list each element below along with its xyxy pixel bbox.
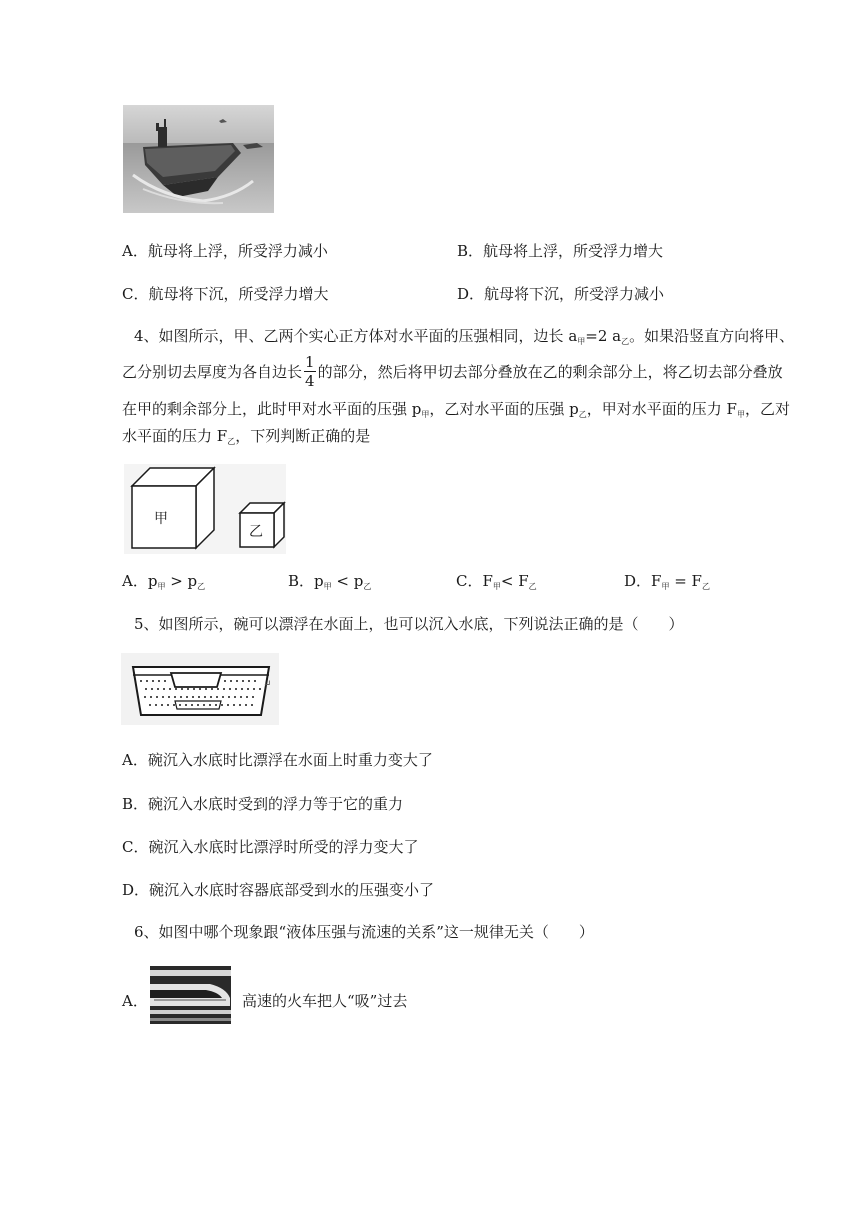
water-dot: [161, 704, 163, 706]
water-dot: [210, 696, 212, 698]
water-dot: [152, 680, 154, 682]
q4-d-mid: = F: [669, 572, 702, 590]
q5-option-d[interactable]: D．碗沉入水底时容器底部受到水的压强变小了: [122, 881, 435, 899]
q4-option-c[interactable]: [456, 570, 537, 592]
high-speed-train-photo: [150, 966, 231, 1024]
q4-stem-line-3: [122, 398, 790, 420]
water-dot: [211, 688, 213, 690]
water-dot: [155, 704, 157, 706]
water-dot: [163, 688, 165, 690]
water-dot: [236, 680, 238, 682]
water-dot: [150, 696, 152, 698]
water-dot: [175, 688, 177, 690]
q4-line3-text-c: ，甲对水平面的压力 F: [586, 400, 737, 418]
water-dot: [240, 696, 242, 698]
water-dot: [186, 696, 188, 698]
q4-c-sub-1: 甲: [492, 582, 501, 591]
cube-small-label: 乙: [249, 524, 263, 540]
q4-b-sub-1: 甲: [323, 582, 332, 591]
water-dot: [254, 680, 256, 682]
water-dot: [259, 688, 261, 690]
water-dot: [222, 696, 224, 698]
water-dot: [174, 696, 176, 698]
aircraft-carrier-illustration: [123, 105, 274, 213]
q3-option-d[interactable]: D．航母将下沉，所受浮力减小: [457, 285, 665, 303]
water-dot: [199, 688, 201, 690]
q4-b-mid: < p: [331, 572, 364, 590]
q4-d-sub-1: 甲: [661, 582, 670, 591]
water-dot: [185, 704, 187, 706]
water-dot: [187, 688, 189, 690]
q5-option-c[interactable]: C．碗沉入水底时比漂浮时所受的浮力变大了: [122, 838, 419, 856]
q4-a-sub-1: 甲: [157, 582, 166, 591]
water-dot: [169, 688, 171, 690]
q4-line1-sub-2: 乙: [621, 337, 630, 346]
q4-line3-text-a: 在甲的剩余部分上，此时甲对水平面的压强 p: [122, 400, 422, 418]
q4-c-pre: C．F: [456, 572, 493, 590]
q4-line2-text-a: 乙分别切去厚度为各自边长: [122, 362, 303, 381]
water-dot: [230, 680, 232, 682]
water-dot: [252, 696, 254, 698]
water-dot: [251, 704, 253, 706]
q4-stem-line-2: [122, 351, 783, 391]
q3-option-c[interactable]: C．航母将下沉，所受浮力增大: [122, 285, 329, 303]
q4-d-sub-2: 乙: [701, 582, 710, 591]
q4-line4-sub: 乙: [227, 437, 236, 446]
water-dot: [162, 696, 164, 698]
q4-b-pre: B．p: [288, 572, 324, 590]
water-dot: [191, 704, 193, 706]
q4-stem-line-1: [134, 325, 794, 347]
q4-line3-sub-3: 甲: [736, 410, 745, 419]
q6-stem: 6、如图中哪个现象跟“液体压强与流速的关系”这一规律无关（ ）: [134, 923, 594, 941]
q5-option-b[interactable]: B．碗沉入水底时受到的浮力等于它的重力: [122, 795, 404, 813]
water-dot: [209, 704, 211, 706]
q4-line1-text-c: 。如果沿竖直方向将甲、: [629, 327, 795, 345]
q4-c-sub-2: 乙: [528, 582, 537, 591]
water-dot: [245, 704, 247, 706]
water-dot: [241, 688, 243, 690]
q4-fraction-numerator: 1: [305, 352, 315, 371]
water-dot: [145, 688, 147, 690]
water-dot: [247, 688, 249, 690]
water-dot: [223, 688, 225, 690]
q4-d-pre: D．F: [624, 572, 662, 590]
q6-option-a-label[interactable]: A．: [122, 992, 148, 1010]
water-dot: [235, 688, 237, 690]
water-dot: [151, 688, 153, 690]
aircraft-carrier-photo: [123, 105, 274, 213]
water-dot: [233, 704, 235, 706]
water-dot: [239, 704, 241, 706]
water-dot: [205, 688, 207, 690]
water-dot: [181, 688, 183, 690]
water-dot: [164, 680, 166, 682]
water-dot: [229, 688, 231, 690]
q4-fraction: [304, 353, 316, 390]
water-dot: [221, 704, 223, 706]
q3-option-a[interactable]: A．航母将上浮，所受浮力减小: [122, 242, 328, 260]
water-dot: [180, 696, 182, 698]
water-dot: [168, 696, 170, 698]
q4-option-d[interactable]: [624, 570, 710, 592]
water-dot: [204, 696, 206, 698]
q5-option-a[interactable]: A．碗沉入水底时比漂浮在水面上时重力变大了: [122, 751, 433, 769]
water-dot: [227, 704, 229, 706]
water-dot: [146, 680, 148, 682]
water-dot: [144, 696, 146, 698]
q4-a-pre: A．p: [122, 572, 158, 590]
q5-stem: 5、如图所示，碗可以漂浮在水面上，也可以沉入水底，下列说法正确的是（ ）: [134, 615, 684, 633]
q4-stem-line-4: [122, 425, 370, 447]
water-dot: [156, 696, 158, 698]
water-dot: [173, 704, 175, 706]
q5-bowl-figure: [121, 653, 279, 725]
water-dot: [228, 696, 230, 698]
q4-option-b[interactable]: [288, 570, 371, 592]
water-dot: [203, 704, 205, 706]
q4-line3-sub-2: 乙: [578, 410, 587, 419]
water-dot: [158, 680, 160, 682]
q4-b-sub-2: 乙: [363, 582, 372, 591]
q4-line3-text-d: ，乙对: [744, 400, 790, 418]
water-dot: [253, 688, 255, 690]
water-dot: [197, 704, 199, 706]
cube-big-label: 甲: [154, 511, 168, 527]
train-illustration: [150, 966, 231, 1024]
bowl-illustration: [121, 653, 279, 725]
water-dot: [242, 680, 244, 682]
q4-line3-text-b: ，乙对水平面的压强 p: [429, 400, 579, 418]
q4-line1-text-b: =2 a: [585, 327, 622, 345]
q4-line1-sub-1: 甲: [577, 337, 586, 346]
q4-line4-text-b: ，下列判断正确的是: [235, 427, 371, 445]
water-dot: [167, 704, 169, 706]
q4-a-mid: > p: [165, 572, 198, 590]
q4-line4-text-a: 水平面的压力 F: [122, 427, 228, 445]
q4-line3-sub-1: 甲: [421, 410, 430, 419]
water-dot: [192, 696, 194, 698]
q4-option-a[interactable]: [122, 570, 205, 592]
figure-return-mark: ↵: [263, 679, 272, 690]
q6-option-a-text: 高速的火车把人“吸”过去: [242, 992, 408, 1010]
water-dot: [217, 688, 219, 690]
q4-c-mid: < F: [500, 572, 529, 590]
water-dot: [224, 680, 226, 682]
q4-line1-text-a: 4、如图所示，甲、乙两个实心正方体对水平面的压强相同，边长 a: [134, 327, 578, 345]
water-dot: [149, 704, 151, 706]
q4-fraction-denominator: 4: [305, 371, 315, 390]
q4-line2-text-b: 的部分，然后将甲切去部分叠放在乙的剩余部分上，将乙切去部分叠放: [317, 362, 783, 381]
water-dot: [246, 696, 248, 698]
water-dot: [216, 696, 218, 698]
water-dot: [140, 680, 142, 682]
q4-cubes-figure: [124, 464, 286, 554]
water-dot: [198, 696, 200, 698]
q4-a-sub-2: 乙: [197, 582, 206, 591]
water-dot: [234, 696, 236, 698]
water-dot: [215, 704, 217, 706]
water-dot: [193, 688, 195, 690]
water-dot: [179, 704, 181, 706]
q3-option-b[interactable]: B．航母将上浮，所受浮力增大: [457, 242, 664, 260]
water-dot: [248, 680, 250, 682]
water-dot: [157, 688, 159, 690]
